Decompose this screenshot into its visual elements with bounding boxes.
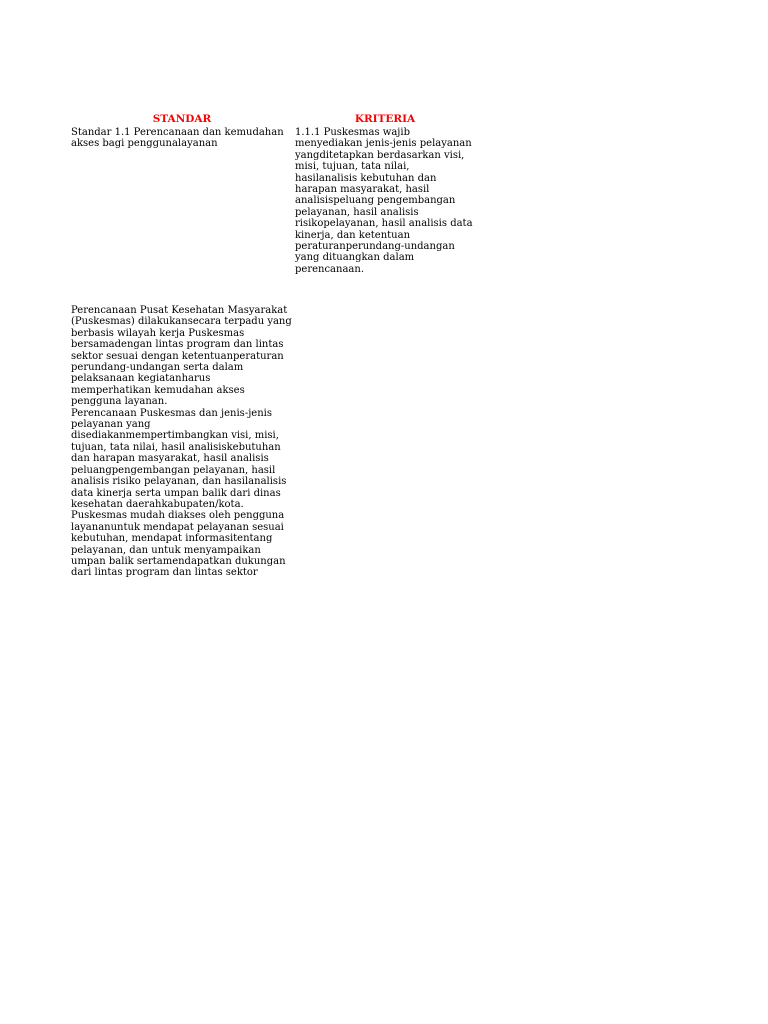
kriteria-cell: 1.1.1 Puskesmas wajib menyediakan jenis-jenis pelayanan yangditetapkan berdasarkan visi, misi, tujuan, tata nilai, hasilanalisis kebutuhan dan harapan masyarakat, hasil analisispeluang pengembangan pelayanan, hasil analisis risikopelayanan, hasil analisis data kinerja, dan ketentuan peraturanperundang-undangan yang dituangkan dalam perencanaan. bbox=[295, 127, 473, 275]
description-paragraph: Perencanaan Pusat Kesehatan Masyarakat (Puskesmas) dilakukansecara terpadu yang berbasis wilayah kerja Puskesmas bersamadengan lintas program dan lintas sektor sesuai dengan ketentuanperaturan perundang-undangan serta dalam pelaksanaan kegiatanharus memperhatikan kemudahan akses pengguna layanan. Perencanaan Puskesmas dan jenis-jenis pelayanan yang disediakanmempertimbangkan visi, misi, tujuan, tata nilai, hasil analisiskebutuhan dan harapan masyarakat, hasil analisis peluangpengembangan pelayanan, hasil analisis risiko pelayanan, dan hasilanalisis data kinerja serta umpan balik dari dinas kesehatan daerahkabupaten/kota. Puskesmas mudah diakses oleh pengguna layananuntuk mendapat pelayanan sesuai kebutuhan, mendapat informasitentang pelayanan, dan untuk menyampaikan umpan balik sertamendapatkan dukungan dari lintas program dan lintas sektor bbox=[71, 305, 292, 579]
column-header-kriteria: KRITERIA bbox=[354, 113, 416, 125]
column-header-standar: STANDAR bbox=[152, 113, 212, 125]
standar-cell: Standar 1.1 Perencanaan dan kemudahan akses bagi penggunalayanan bbox=[71, 127, 284, 150]
